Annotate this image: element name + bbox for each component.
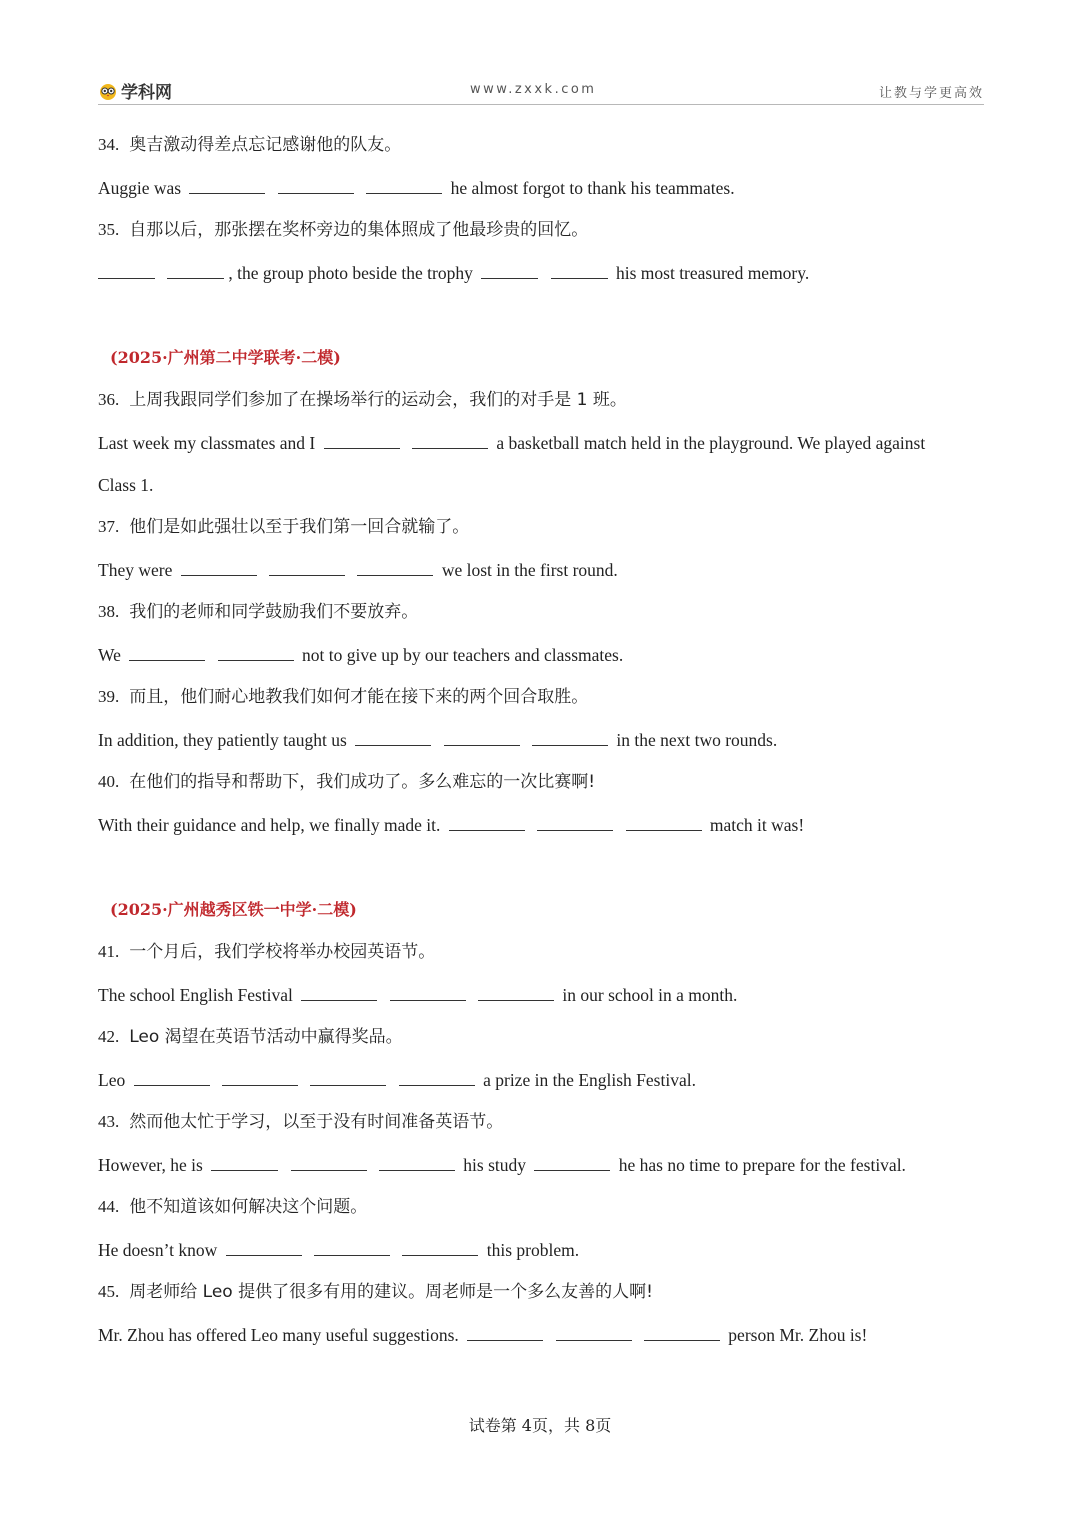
- question-number: 45.: [98, 1282, 120, 1301]
- slogan: 让教与学更高效: [878, 86, 984, 101]
- answer-blank[interactable]: [467, 1324, 543, 1341]
- question-number: 43.: [98, 1112, 120, 1131]
- site-url: www.zxxk.com: [470, 82, 597, 97]
- answer-text: He doesn’t know: [98, 1240, 218, 1260]
- answer-line: [98, 473, 153, 497]
- question-text: 周老师给 Leo 提供了很多有用的建议。周老师是一个多么友善的人啊!: [129, 1282, 653, 1302]
- question-zh: [98, 515, 469, 539]
- answer-blank[interactable]: [532, 729, 608, 746]
- question-text: 我们的老师和同学鼓励我们不要放弃。: [129, 602, 419, 622]
- answer-text: his most treasured memory.: [615, 263, 810, 283]
- answer-blank[interactable]: [98, 262, 155, 279]
- answer-blank[interactable]: [278, 177, 354, 194]
- question-number: 39.: [98, 687, 120, 706]
- answer-text: With their guidance and help, we finally made it.: [98, 815, 441, 835]
- question-zh: [98, 1025, 403, 1049]
- answer-blank[interactable]: [222, 1069, 298, 1086]
- answer-line: [98, 813, 804, 837]
- question-text: 一个月后，我们学校将举办校园英语节。: [129, 942, 436, 962]
- question-text: 他不知道该如何解决这个问题。: [129, 1197, 368, 1217]
- answer-text: In addition, they patiently taught us: [98, 730, 347, 750]
- answer-line: [98, 1238, 579, 1262]
- answer-blank[interactable]: [189, 177, 265, 194]
- answer-text: However, he is: [98, 1155, 203, 1175]
- answer-text: They were: [98, 560, 173, 580]
- question-number: 35.: [98, 220, 120, 239]
- question-number: 36.: [98, 390, 120, 409]
- answer-blank[interactable]: [355, 729, 431, 746]
- question-zh: [98, 388, 627, 412]
- question-number: 40.: [98, 772, 120, 791]
- answer-line: [98, 1068, 696, 1092]
- answer-text: a prize in the English Festival.: [483, 1070, 696, 1090]
- question-zh: [98, 218, 588, 242]
- question-zh: [98, 940, 435, 964]
- question-zh: [98, 1195, 367, 1219]
- answer-line: [98, 643, 623, 667]
- answer-blank[interactable]: [310, 1069, 386, 1086]
- answer-line: [98, 176, 735, 200]
- answer-blank[interactable]: [314, 1239, 390, 1256]
- question-number: 37.: [98, 517, 120, 536]
- answer-text: match it was!: [709, 815, 805, 835]
- answer-blank[interactable]: [399, 1069, 475, 1086]
- question-text: 他们是如此强壮以至于我们第一回合就输了。: [129, 517, 470, 537]
- answer-text: Auggie was: [98, 178, 182, 198]
- question-zh: [98, 600, 418, 624]
- answer-text: we lost in the first round.: [441, 560, 618, 580]
- question-zh: [98, 1110, 503, 1134]
- answer-blank[interactable]: [324, 432, 400, 449]
- logo-text: 学科网: [121, 83, 172, 103]
- answer-blank[interactable]: [481, 262, 538, 279]
- answer-line: [98, 1323, 867, 1347]
- answer-blank[interactable]: [181, 559, 257, 576]
- section-title: (2025·广州越秀区铁一中学·二模): [110, 900, 357, 919]
- question-text: Leo 渴望在英语节活动中赢得奖品。: [129, 1027, 403, 1047]
- answer-text: in our school in a month.: [562, 985, 738, 1005]
- answer-text: We: [98, 645, 121, 665]
- owl-logo-icon: [98, 81, 118, 101]
- answer-blank[interactable]: [626, 814, 702, 831]
- question-text: 奥吉激动得差点忘记感谢他的队友。: [129, 135, 402, 155]
- answer-line: [98, 728, 777, 752]
- answer-text: , the group photo beside the trophy: [228, 263, 473, 283]
- section-title: (2025·广州第二中学联考·二模): [110, 348, 341, 367]
- answer-blank[interactable]: [379, 1154, 455, 1171]
- answer-text: Class 1.: [98, 475, 154, 495]
- answer-blank[interactable]: [301, 984, 377, 1001]
- answer-blank[interactable]: [390, 984, 466, 1001]
- answer-text: a basketball match held in the playground. We played against: [496, 433, 926, 453]
- answer-text: Mr. Zhou has offered Leo many useful suggestions.: [98, 1325, 459, 1345]
- question-text: 上周我跟同学们参加了在操场举行的运动会，我们的对手是 1 班。: [129, 390, 627, 410]
- answer-line: [98, 1153, 906, 1177]
- question-zh: [98, 770, 595, 794]
- answer-text: The school English Festival: [98, 985, 293, 1005]
- answer-text: Last week my classmates and I: [98, 433, 316, 453]
- answer-blank[interactable]: [444, 729, 520, 746]
- answer-line: [98, 558, 618, 582]
- question-number: 41.: [98, 942, 120, 961]
- answer-line: [98, 261, 809, 285]
- answer-text: in the next two rounds.: [616, 730, 778, 750]
- answer-blank[interactable]: [478, 984, 554, 1001]
- answer-blank[interactable]: [556, 1324, 632, 1341]
- page-number-footer: 试卷第 4页，共 8页: [468, 1416, 612, 1435]
- answer-text: person Mr. Zhou is!: [728, 1325, 868, 1345]
- answer-blank[interactable]: [211, 1154, 278, 1171]
- answer-blank[interactable]: [226, 1239, 302, 1256]
- answer-line: [98, 983, 737, 1007]
- answer-blank[interactable]: [644, 1324, 720, 1341]
- answer-blank[interactable]: [412, 432, 488, 449]
- question-text: 然而他太忙于学习，以至于没有时间准备英语节。: [129, 1112, 504, 1132]
- answer-blank[interactable]: [366, 177, 442, 194]
- question-zh: [98, 685, 588, 709]
- question-text: 而且，他们耐心地教我们如何才能在接下来的两个回合取胜。: [129, 687, 589, 707]
- question-number: 34.: [98, 135, 120, 154]
- answer-blank[interactable]: [402, 1239, 478, 1256]
- answer-text: this problem.: [486, 1240, 580, 1260]
- answer-text: not to give up by our teachers and classmates.: [302, 645, 624, 665]
- answer-blank[interactable]: [218, 644, 294, 661]
- answer-blank[interactable]: [551, 262, 608, 279]
- question-text: 自那以后，那张摆在奖杯旁边的集体照成了他最珍贵的回忆。: [129, 220, 589, 240]
- answer-text: Leo: [98, 1070, 126, 1090]
- question-text: 在他们的指导和帮助下，我们成功了。多么难忘的一次比赛啊!: [129, 772, 596, 792]
- answer-text: his study: [463, 1155, 526, 1175]
- question-number: 42.: [98, 1027, 120, 1046]
- logo: [98, 78, 172, 103]
- answer-blank[interactable]: [534, 1154, 610, 1171]
- answer-blank[interactable]: [167, 262, 224, 279]
- question-number: 38.: [98, 602, 120, 621]
- answer-blank[interactable]: [129, 644, 205, 661]
- question-zh: [98, 1280, 653, 1304]
- answer-blank[interactable]: [291, 1154, 367, 1171]
- answer-blank[interactable]: [134, 1069, 210, 1086]
- answer-blank[interactable]: [449, 814, 525, 831]
- question-number: 44.: [98, 1197, 120, 1216]
- answer-text: he has no time to prepare for the festival.: [618, 1155, 906, 1175]
- answer-blank[interactable]: [537, 814, 613, 831]
- answer-line: [98, 431, 925, 455]
- answer-blank[interactable]: [357, 559, 433, 576]
- answer-text: he almost forgot to thank his teammates.: [450, 178, 735, 198]
- answer-blank[interactable]: [269, 559, 345, 576]
- page-header: [98, 74, 984, 105]
- question-zh: [98, 133, 401, 157]
